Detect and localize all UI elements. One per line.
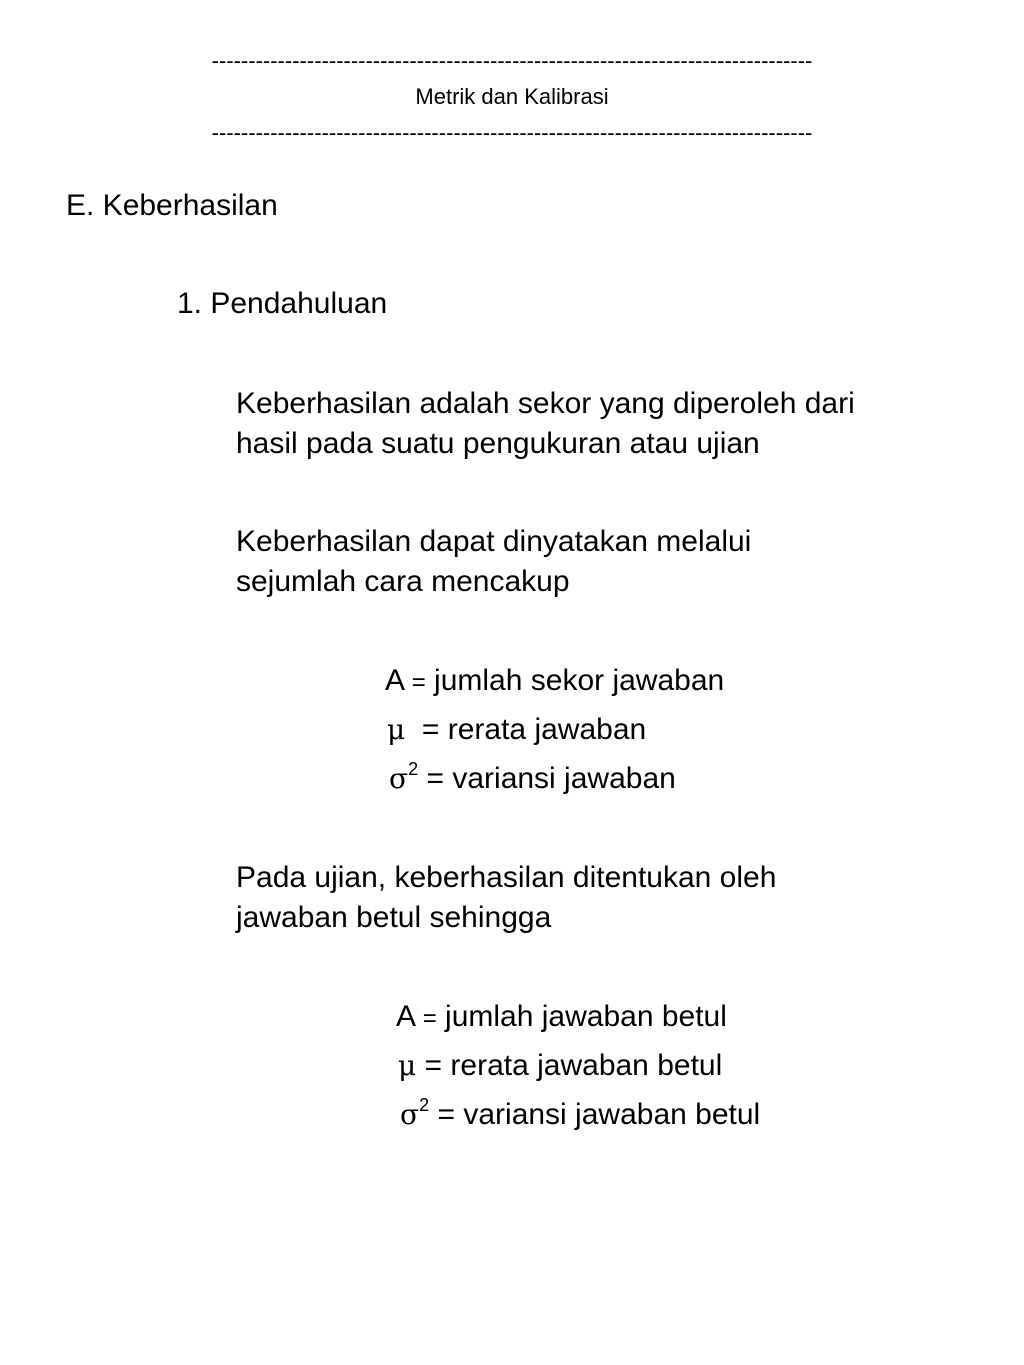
page-title: Metrik dan Kalibrasi	[415, 84, 609, 109]
paragraph-line: jawaban betul sehingga	[236, 901, 552, 934]
paragraph-line: Keberhasilan dapat dinyatakan melalui	[236, 525, 752, 558]
definition-text: rerata jawaban	[439, 713, 647, 746]
definition-a-2	[396, 997, 727, 1039]
equals-sign: =	[422, 1005, 437, 1032]
definition-sigma-2	[400, 1095, 760, 1135]
definition-mu-1	[387, 710, 646, 750]
symbol-a: A	[385, 664, 404, 697]
definition-a-1	[385, 661, 724, 703]
definition-text: rerata jawaban betul	[442, 1049, 723, 1082]
subsection-heading: 1. Pendahuluan	[177, 287, 388, 320]
definition-text: variansi jawaban betul	[455, 1098, 761, 1131]
symbol-sigma: σ	[389, 762, 409, 795]
equals-sign: =	[411, 669, 426, 696]
symbol-sigma: σ	[400, 1098, 420, 1131]
definition-sigma-1	[389, 759, 676, 799]
paragraph-line: hasil pada suatu pengukuran atau ujian	[236, 427, 760, 460]
symbol-mu: μ	[387, 713, 406, 746]
paragraph-line: Pada ujian, keberhasilan ditentukan oleh	[236, 861, 777, 894]
paragraph-methods	[236, 522, 996, 602]
paragraph-line: Keberhasilan adalah sekor yang diperoleh dari	[236, 387, 855, 420]
equals-sign: =	[437, 1098, 456, 1131]
symbol-mu: μ	[398, 1049, 417, 1082]
paragraph-line: sejumlah cara mencakup	[236, 565, 570, 598]
superscript-2: 2	[408, 759, 419, 779]
definition-text: jumlah sekor jawaban	[425, 664, 725, 697]
definition-text: variansi jawaban	[444, 762, 676, 795]
paragraph-exam	[236, 858, 996, 938]
equals-sign: =	[426, 762, 445, 795]
paragraph-definition	[236, 384, 996, 464]
superscript-2: 2	[419, 1095, 430, 1115]
definition-text: jumlah jawaban betul	[436, 1000, 727, 1033]
equals-sign: =	[421, 713, 440, 746]
definition-mu-2	[398, 1046, 722, 1086]
header-divider-top: ----------------------------------------------------------------------------------	[211, 48, 813, 73]
section-heading: E. Keberhasilan	[66, 189, 278, 222]
equals-sign: =	[424, 1049, 443, 1082]
header-divider-bottom: ----------------------------------------------------------------------------------	[211, 120, 813, 145]
symbol-a: A	[396, 1000, 415, 1033]
